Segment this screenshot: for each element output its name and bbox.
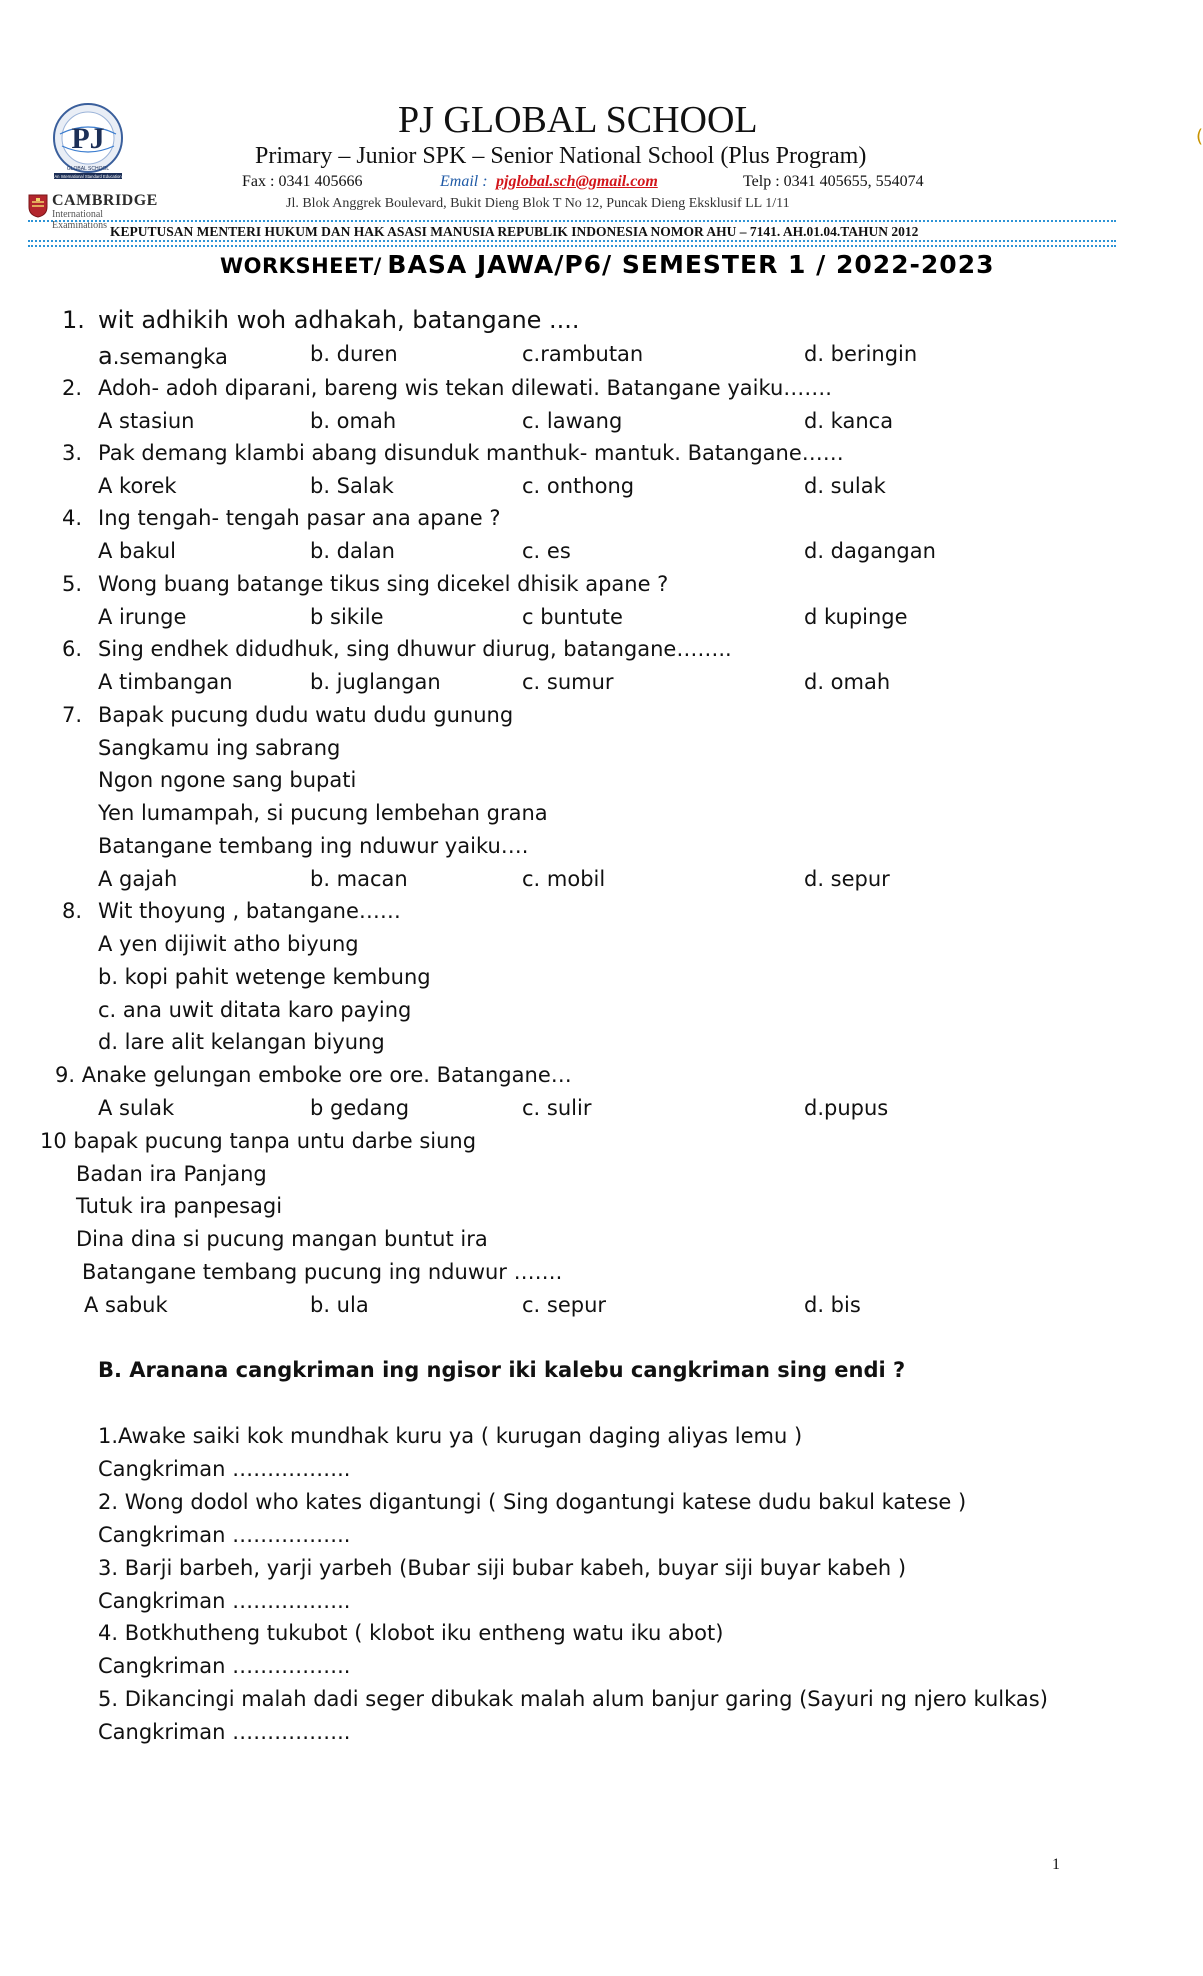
question-7-number: 7. [62,703,83,727]
question-5-number: 5. [62,572,83,596]
school-logo [48,100,128,180]
question-8-option-c: c. ana uwit ditata karo paying [98,998,412,1022]
question-2-option-a: A stasiun [98,409,195,433]
question-10-option-a: A sabuk [84,1293,168,1317]
logo-text: PJ [71,122,105,155]
question-4-option-a: A bakul [98,539,176,563]
part-b-item-5: 5. Dikancingi malah dadi seger dibukak malah alum banjur garing (Sayuri ng njero kulkas) [98,1687,1048,1711]
cambridge-name: CAMBRIDGE [52,192,158,209]
header-divider-bottom-1 [28,240,1116,242]
email-link[interactable]: pjglobal.sch@gmail.com [496,173,658,190]
question-1-option-c: c.rambutan [522,342,644,366]
question-2-option-b: b. omah [310,409,397,433]
question-5-option-a: A irunge [98,605,187,629]
question-1-option-d: d. beringin [804,342,918,366]
question-3-option-a: A korek [98,474,177,498]
question-10-text: 10 bapak pucung tanpa untu darbe siung [40,1129,477,1153]
question-10-option-b: b. ula [310,1293,369,1317]
question-2-text: Adoh- adoh diparani, bareng wis tekan dilewati. Batangane yaiku……. [98,376,832,400]
part-b-answer-5: Cangkriman …………….. [98,1720,351,1744]
question-6-option-b: b. juglangan [310,670,441,694]
question-7-line-4: Yen lumampah, si pucung lembehan grana [98,801,548,825]
question-9-option-c: c. sulir [522,1096,592,1120]
question-6-text: Sing endhek didudhuk, sing dhuwur diurug, batangane…….. [98,637,732,661]
question-5-option-d: d kupinge [804,605,908,629]
question-3-option-b: b. Salak [310,474,394,498]
ministry-decree: KEPUTUSAN MENTERI HUKUM DAN HAK ASASI MANUSIA REPUBLIK INDONESIA NOMOR AHU – 7141. AH.01.04.TAHUN 2012 [110,224,919,239]
question-5-option-b: b sikile [310,605,384,629]
header-divider-top [28,220,1116,222]
school-name: PJ GLOBAL SCHOOL [398,99,758,141]
question-1-number: 1. [62,306,85,334]
question-8-option-d: d. lare alit kelangan biyung [98,1030,385,1054]
part-b-item-3: 3. Barji barbeh, yarji yarbeh (Bubar siji bubar kabeh, buyar siji buyar kabeh ) [98,1556,907,1580]
school-subtitle: Primary – Junior SPK – Senior National School (Plus Program) [255,143,867,169]
question-8-number: 8. [62,899,83,923]
question-10-line-1: Badan ira Panjang [76,1162,267,1186]
question-4-option-c: c. es [522,539,571,563]
question-6-option-a: A timbangan [98,670,233,694]
question-7-line-1: Bapak pucung dudu watu dudu gunung [98,703,514,727]
worksheet-title [220,250,995,279]
cambridge-crest-icon [28,194,48,218]
question-1-option-a: a.semangka [98,342,228,370]
cambridge-subtitle: International Examinations [52,209,107,231]
question-7-option-a: A gajah [98,867,178,891]
question-4-number: 4. [62,506,83,530]
question-3-text: Pak demang klambi abang disunduk manthuk- mantuk. Batangane…… [98,441,844,465]
question-2-number: 2. [62,376,83,400]
question-7-option-d: d. sepur [804,867,890,891]
part-b-heading: B. Aranana cangkriman ing ngisor iki kalebu cangkriman sing endi ? [98,1358,906,1382]
question-8-option-b: b. kopi pahit wetenge kembung [98,965,431,989]
logo-caption: An International Standard Education [54,173,122,179]
part-b-item-1: 1.Awake saiki kok mundhak kuru ya ( kurugan daging aliyas lemu ) [98,1424,803,1448]
question-10-line-2: Tutuk ira panpesagi [76,1194,283,1218]
question-7-line-2: Sangkamu ing sabrang [98,736,341,760]
question-5-option-c: c buntute [522,605,623,629]
question-9-text: 9. Anake gelungan emboke ore ore. Batangane… [55,1063,572,1087]
question-7-line-5: Batangane tembang ing nduwur yaiku…. [98,834,529,858]
worksheet-title-prefix: WORKSHEET/ [220,254,382,278]
edge-decoration: ( [1196,126,1203,147]
question-9-option-a: A sulak [98,1096,175,1120]
part-b-item-2: 2. Wong dodol who kates digantungi ( Sing dogantungi katese dudu bakul katese ) [98,1490,967,1514]
logo-ring-text: GLOBAL SCHOOL [66,166,110,172]
question-6-option-d: d. omah [804,670,891,694]
question-1-option-b: b. duren [310,342,398,366]
part-b-answer-2: Cangkriman …………….. [98,1523,351,1547]
question-9-option-d: d.pupus [804,1096,889,1120]
question-3-option-c: c. onthong [522,474,635,498]
part-b-answer-1: Cangkriman …………….. [98,1457,351,1481]
question-5-text: Wong buang batange tikus sing dicekel dhisik apane ? [98,572,669,596]
question-4-text: Ing tengah- tengah pasar ana apane ? [98,506,501,530]
question-1-text: wit adhikih woh adhakah, batangane .... [98,306,580,334]
page-number: 1 [1052,1856,1060,1873]
question-7-option-c: c. mobil [522,867,606,891]
question-6-option-c: c. sumur [522,670,614,694]
part-b-answer-4: Cangkriman …………….. [98,1654,351,1678]
part-b-answer-3: Cangkriman …………….. [98,1589,351,1613]
question-2-option-c: c. lawang [522,409,623,433]
question-10-option-d: d. bis [804,1293,861,1317]
question-10-line-3: Dina dina si pucung mangan buntut ira [76,1227,488,1251]
email-label: Email : [440,173,488,190]
question-4-option-d: d. dagangan [804,539,936,563]
question-3-number: 3. [62,441,83,465]
question-8-text: Wit thoyung , batangane…… [98,899,401,923]
part-b-item-4: 4. Botkhutheng tukubot ( klobot iku entheng watu iku abot) [98,1621,724,1645]
question-6-number: 6. [62,637,83,661]
question-10-option-c: c. sepur [522,1293,607,1317]
fax-number: Fax : 0341 405666 [242,173,363,190]
telephone-number: Telp : 0341 405655, 554074 [743,173,924,190]
question-7-option-b: b. macan [310,867,408,891]
question-2-option-d: d. kanca [804,409,894,433]
question-4-option-b: b. dalan [310,539,395,563]
question-7-line-3: Ngon ngone sang bupati [98,768,357,792]
question-10-question: Batangane tembang pucung ing nduwur ……. [82,1260,563,1284]
school-address: Jl. Blok Anggrek Boulevard, Bukit Dieng Blok T No 12, Puncak Dieng Eksklusif LL 1/11 [286,196,790,211]
header-divider-bottom-2 [28,245,1116,247]
question-3-option-d: d. sulak [804,474,886,498]
question-8-option-a: A yen dijiwit atho biyung [98,932,359,956]
question-9-option-b: b gedang [310,1096,410,1120]
worksheet-title-rest: BASA JAWA/P6/ SEMESTER 1 / 2022-2023 [387,250,995,279]
